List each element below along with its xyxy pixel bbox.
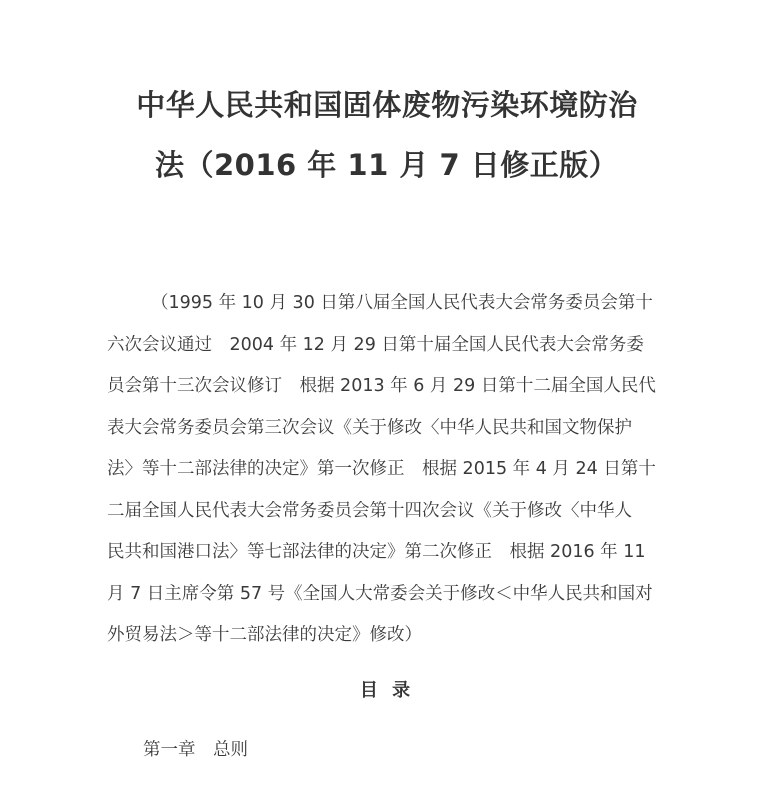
document-title-line-2: 法（2016 年 11 月 7 日修正版） [155, 148, 619, 182]
preamble-line: 外贸易法＞等十二部法律的决定》修改） [107, 625, 422, 645]
preamble-paragraph [107, 283, 665, 657]
preamble-line: 六次会议通过 2004 年 12 月 29 日第十届全国人民代表大会常务委 [107, 334, 644, 355]
preamble-line: （1995 年 10 月 30 日第八届全国人民代表大会常务委员会第十 [151, 293, 653, 313]
preamble-line: 员会第十三次会议修订 根据 2013 年 6 月 29 日第十二届全国人民代 [107, 376, 656, 396]
preamble-line: 表大会常务委员会第三次会议《关于修改〈中华人民共和国文物保护 [107, 417, 632, 438]
preamble-line: 二届全国人民代表大会常务委员会第十四次会议《关于修改〈中华人 [107, 500, 632, 521]
toc-item-chapter-1: 第一章 总则 [143, 740, 248, 760]
toc-heading: 目 录 [359, 680, 415, 701]
preamble-line: 法〉等十二部法律的决定》第一次修正 根据 2015 年 4 月 24 日第十 [107, 459, 656, 479]
document-title-line-1: 中华人民共和国固体废物污染环境防治 [136, 88, 638, 122]
preamble-line: 民共和国港口法〉等七部法律的决定》第二次修正 根据 2016 年 11 [107, 542, 646, 562]
preamble-line: 月 7 日主席令第 57 号《全国人大常委会关于修改＜中华人民共和国对 [107, 583, 653, 604]
